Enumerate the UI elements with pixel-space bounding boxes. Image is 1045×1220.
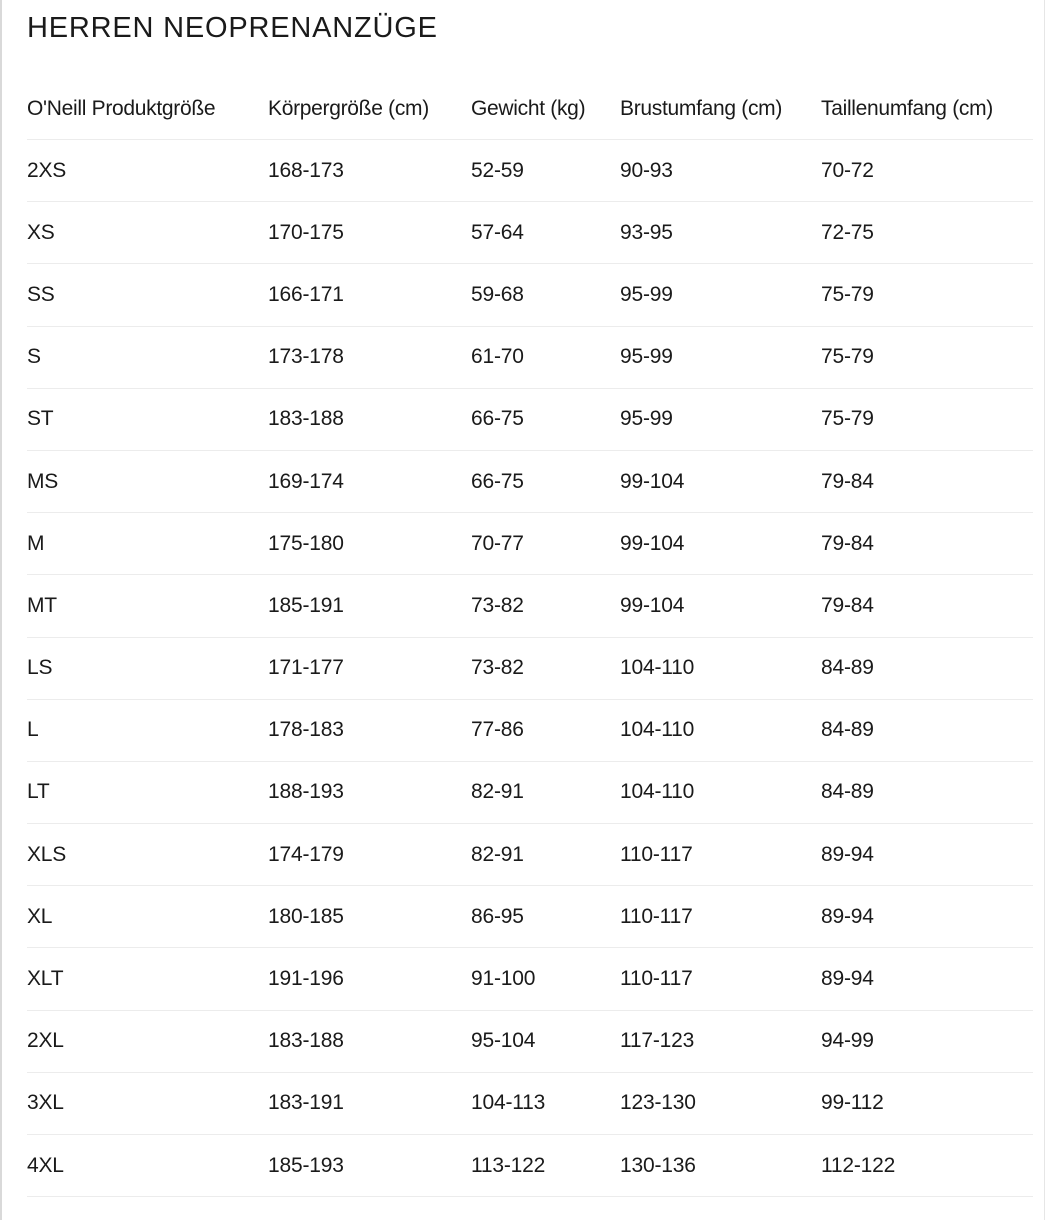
cell-product-size: XLS [27, 824, 268, 886]
cell-waist: 79-84 [821, 450, 1033, 512]
cell-weight: 73-82 [471, 637, 620, 699]
header-product-size: O'Neill Produktgröße [27, 78, 268, 140]
cell-chest: 110-117 [620, 886, 821, 948]
cell-waist: 94-99 [821, 1010, 1033, 1072]
cell-waist: 112-122 [821, 1135, 1033, 1197]
table-body [27, 140, 1033, 1197]
cell-weight: 113-122 [471, 1135, 620, 1197]
table-row [27, 450, 1033, 512]
cell-body-height: 171-177 [268, 637, 471, 699]
cell-body-height: 183-188 [268, 388, 471, 450]
cell-waist: 75-79 [821, 264, 1033, 326]
table-row [27, 513, 1033, 575]
cell-chest: 95-99 [620, 326, 821, 388]
table-row [27, 140, 1033, 202]
cell-weight: 61-70 [471, 326, 620, 388]
table-row [27, 1072, 1033, 1134]
cell-waist: 89-94 [821, 886, 1033, 948]
cell-chest: 90-93 [620, 140, 821, 202]
cell-chest: 99-104 [620, 513, 821, 575]
cell-body-height: 178-183 [268, 699, 471, 761]
cell-waist: 72-75 [821, 202, 1033, 264]
cell-weight: 82-91 [471, 824, 620, 886]
cell-waist: 89-94 [821, 948, 1033, 1010]
cell-product-size: XL [27, 886, 268, 948]
cell-waist: 75-79 [821, 388, 1033, 450]
cell-weight: 52-59 [471, 140, 620, 202]
table-row [27, 202, 1033, 264]
table-row [27, 948, 1033, 1010]
cell-body-height: 174-179 [268, 824, 471, 886]
cell-waist: 89-94 [821, 824, 1033, 886]
cell-waist: 79-84 [821, 575, 1033, 637]
cell-chest: 93-95 [620, 202, 821, 264]
header-waist: Taillenumfang (cm) [821, 78, 1033, 140]
page-title: HERREN NEOPRENANZÜGE [27, 12, 438, 44]
cell-weight: 82-91 [471, 761, 620, 823]
cell-waist: 75-79 [821, 326, 1033, 388]
cell-weight: 70-77 [471, 513, 620, 575]
cell-chest: 130-136 [620, 1135, 821, 1197]
cell-weight: 57-64 [471, 202, 620, 264]
cell-weight: 95-104 [471, 1010, 620, 1072]
table-row [27, 761, 1033, 823]
table-row [27, 824, 1033, 886]
cell-weight: 86-95 [471, 886, 620, 948]
left-border [0, 0, 2, 1220]
cell-waist: 79-84 [821, 513, 1033, 575]
header-weight: Gewicht (kg) [471, 78, 620, 140]
cell-chest: 104-110 [620, 761, 821, 823]
cell-chest: 110-117 [620, 824, 821, 886]
table-header-row [27, 78, 1033, 140]
cell-body-height: 166-171 [268, 264, 471, 326]
cell-product-size: 2XL [27, 1010, 268, 1072]
cell-product-size: 4XL [27, 1135, 268, 1197]
cell-chest: 99-104 [620, 575, 821, 637]
cell-product-size: 2XS [27, 140, 268, 202]
cell-product-size: MT [27, 575, 268, 637]
size-chart-table [27, 78, 1033, 1197]
cell-body-height: 191-196 [268, 948, 471, 1010]
cell-weight: 91-100 [471, 948, 620, 1010]
cell-product-size: L [27, 699, 268, 761]
table-row [27, 264, 1033, 326]
cell-weight: 59-68 [471, 264, 620, 326]
table-row [27, 575, 1033, 637]
cell-product-size: S [27, 326, 268, 388]
cell-chest: 117-123 [620, 1010, 821, 1072]
table-row [27, 326, 1033, 388]
header-body-height: Körpergröße (cm) [268, 78, 471, 140]
cell-weight: 66-75 [471, 450, 620, 512]
cell-product-size: 3XL [27, 1072, 268, 1134]
table-row [27, 388, 1033, 450]
cell-body-height: 169-174 [268, 450, 471, 512]
cell-body-height: 185-191 [268, 575, 471, 637]
cell-weight: 104-113 [471, 1072, 620, 1134]
cell-product-size: LS [27, 637, 268, 699]
table-row [27, 1010, 1033, 1072]
cell-product-size: SS [27, 264, 268, 326]
cell-weight: 66-75 [471, 388, 620, 450]
cell-weight: 77-86 [471, 699, 620, 761]
cell-body-height: 168-173 [268, 140, 471, 202]
cell-body-height: 170-175 [268, 202, 471, 264]
cell-body-height: 175-180 [268, 513, 471, 575]
cell-waist: 70-72 [821, 140, 1033, 202]
header-chest: Brustumfang (cm) [620, 78, 821, 140]
cell-product-size: LT [27, 761, 268, 823]
cell-body-height: 180-185 [268, 886, 471, 948]
cell-weight: 73-82 [471, 575, 620, 637]
cell-body-height: 183-191 [268, 1072, 471, 1134]
cell-body-height: 188-193 [268, 761, 471, 823]
cell-chest: 123-130 [620, 1072, 821, 1134]
cell-chest: 99-104 [620, 450, 821, 512]
cell-chest: 104-110 [620, 699, 821, 761]
cell-product-size: ST [27, 388, 268, 450]
table-row [27, 637, 1033, 699]
table-row [27, 1135, 1033, 1197]
cell-waist: 84-89 [821, 699, 1033, 761]
cell-chest: 95-99 [620, 264, 821, 326]
cell-product-size: M [27, 513, 268, 575]
cell-chest: 104-110 [620, 637, 821, 699]
cell-chest: 95-99 [620, 388, 821, 450]
cell-waist: 84-89 [821, 637, 1033, 699]
cell-product-size: MS [27, 450, 268, 512]
cell-product-size: XLT [27, 948, 268, 1010]
cell-waist: 84-89 [821, 761, 1033, 823]
table-row [27, 699, 1033, 761]
table-row [27, 886, 1033, 948]
cell-body-height: 173-178 [268, 326, 471, 388]
cell-product-size: XS [27, 202, 268, 264]
cell-body-height: 185-193 [268, 1135, 471, 1197]
cell-body-height: 183-188 [268, 1010, 471, 1072]
cell-chest: 110-117 [620, 948, 821, 1010]
cell-waist: 99-112 [821, 1072, 1033, 1134]
